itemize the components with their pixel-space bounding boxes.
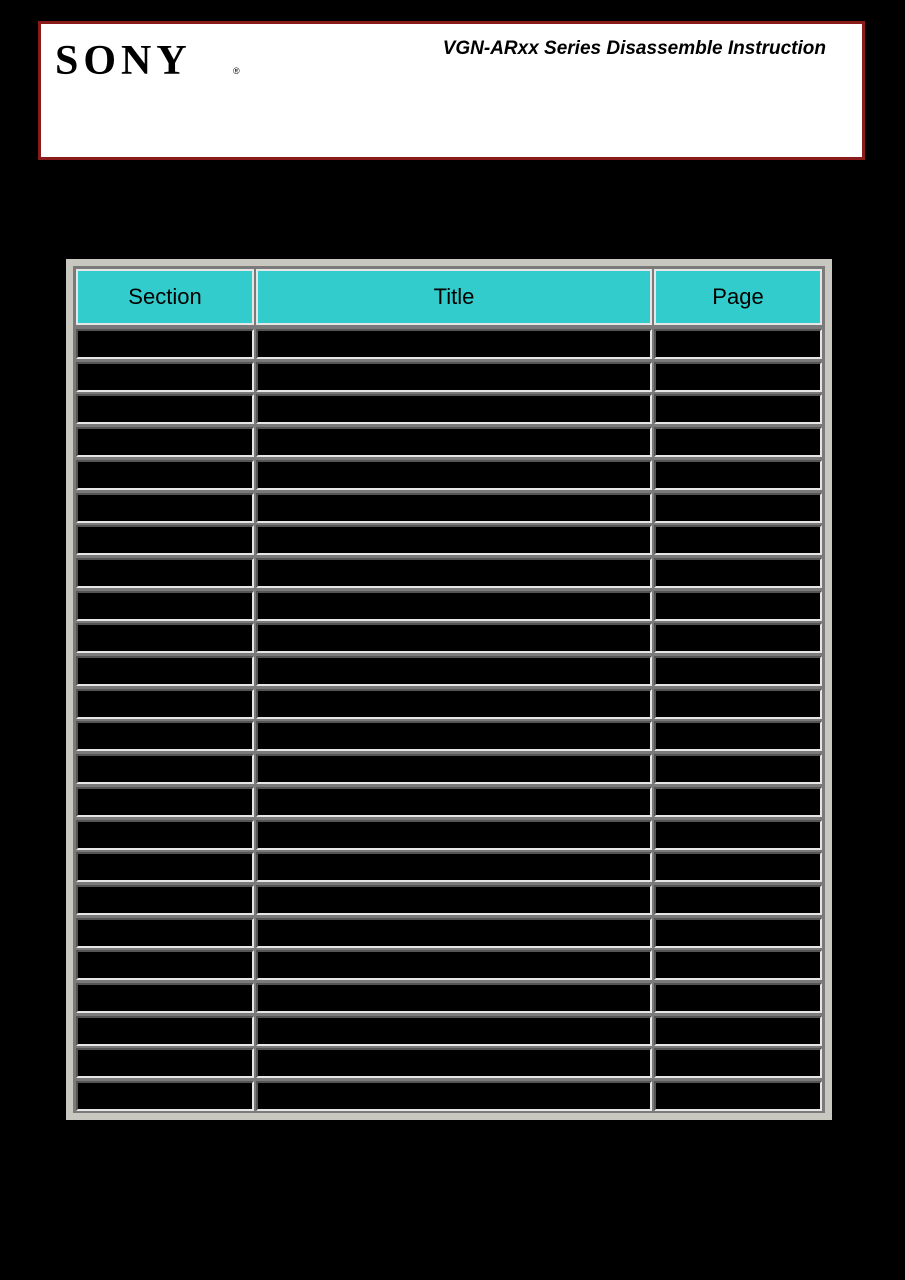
cell-section <box>76 885 254 915</box>
cell-page <box>654 918 822 948</box>
cell-title <box>256 1016 652 1046</box>
registered-mark: ® <box>233 66 240 76</box>
cell-title <box>256 885 652 915</box>
cell-title <box>256 656 652 686</box>
table-row <box>73 558 825 591</box>
cell-title <box>256 394 652 424</box>
table-row <box>73 623 825 656</box>
cell-page <box>654 394 822 424</box>
cell-section <box>76 1081 254 1111</box>
table-row <box>73 525 825 558</box>
table-row <box>73 1016 825 1049</box>
cell-page <box>654 591 822 621</box>
cell-title <box>256 493 652 523</box>
cell-page <box>654 427 822 457</box>
sony-logo: SONY <box>55 38 192 84</box>
cell-section <box>76 787 254 817</box>
cell-title <box>256 754 652 784</box>
cell-section <box>76 362 254 392</box>
table-row <box>73 427 825 460</box>
cell-page <box>654 787 822 817</box>
cell-page <box>654 623 822 653</box>
cell-title <box>256 721 652 751</box>
cell-title <box>256 362 652 392</box>
table-row <box>73 1048 825 1081</box>
cell-section <box>76 1048 254 1078</box>
column-header-page: Page <box>654 269 822 325</box>
cell-page <box>654 983 822 1013</box>
table-row <box>73 950 825 983</box>
table-row <box>73 460 825 493</box>
table-row <box>73 493 825 526</box>
cell-section <box>76 460 254 490</box>
table-row <box>73 689 825 722</box>
cell-page <box>654 460 822 490</box>
column-header-section: Section <box>76 269 254 325</box>
table-row <box>73 394 825 427</box>
cell-title <box>256 623 652 653</box>
cell-title <box>256 983 652 1013</box>
cell-page <box>654 689 822 719</box>
cell-section <box>76 493 254 523</box>
cell-section <box>76 950 254 980</box>
cell-section <box>76 525 254 555</box>
cell-title <box>256 1048 652 1078</box>
cell-page <box>654 852 822 882</box>
cell-title <box>256 591 652 621</box>
document-title: VGN-ARxx Series Disassemble Instruction <box>442 38 826 59</box>
cell-page <box>654 950 822 980</box>
cell-section <box>76 689 254 719</box>
cell-title <box>256 1081 652 1111</box>
cell-page <box>654 754 822 784</box>
cell-page <box>654 558 822 588</box>
cell-title <box>256 820 652 850</box>
cell-page <box>654 1016 822 1046</box>
cell-title <box>256 460 652 490</box>
cell-section <box>76 1016 254 1046</box>
table-row <box>73 329 825 362</box>
column-header-title: Title <box>256 269 652 325</box>
cell-page <box>654 362 822 392</box>
table-row <box>73 1081 825 1114</box>
cell-title <box>256 950 652 980</box>
table-row <box>73 885 825 918</box>
cell-section <box>76 983 254 1013</box>
cell-page <box>654 329 822 359</box>
cell-title <box>256 558 652 588</box>
cell-section <box>76 820 254 850</box>
cell-title <box>256 918 652 948</box>
cell-title <box>256 427 652 457</box>
table-row <box>73 787 825 820</box>
table-row <box>73 918 825 951</box>
table-row <box>73 852 825 885</box>
cell-section <box>76 427 254 457</box>
cell-section <box>76 754 254 784</box>
cell-section <box>76 852 254 882</box>
cell-section <box>76 329 254 359</box>
cell-section <box>76 721 254 751</box>
contents-table <box>66 259 832 1120</box>
cell-title <box>256 852 652 882</box>
contents-table-body <box>73 266 825 1113</box>
cell-page <box>654 1081 822 1111</box>
table-row <box>73 656 825 689</box>
cell-title <box>256 525 652 555</box>
cell-section <box>76 656 254 686</box>
document-header <box>38 21 865 160</box>
table-row <box>73 820 825 853</box>
cell-page <box>654 525 822 555</box>
cell-page <box>654 656 822 686</box>
cell-section <box>76 623 254 653</box>
cell-section <box>76 591 254 621</box>
cell-page <box>654 1048 822 1078</box>
cell-title <box>256 787 652 817</box>
cell-page <box>654 820 822 850</box>
cell-section <box>76 394 254 424</box>
table-row <box>73 362 825 395</box>
cell-section <box>76 918 254 948</box>
table-row <box>73 754 825 787</box>
cell-title <box>256 689 652 719</box>
cell-page <box>654 493 822 523</box>
cell-page <box>654 885 822 915</box>
cell-page <box>654 721 822 751</box>
table-row <box>73 591 825 624</box>
table-row <box>73 721 825 754</box>
cell-section <box>76 558 254 588</box>
table-row <box>73 983 825 1016</box>
cell-title <box>256 329 652 359</box>
